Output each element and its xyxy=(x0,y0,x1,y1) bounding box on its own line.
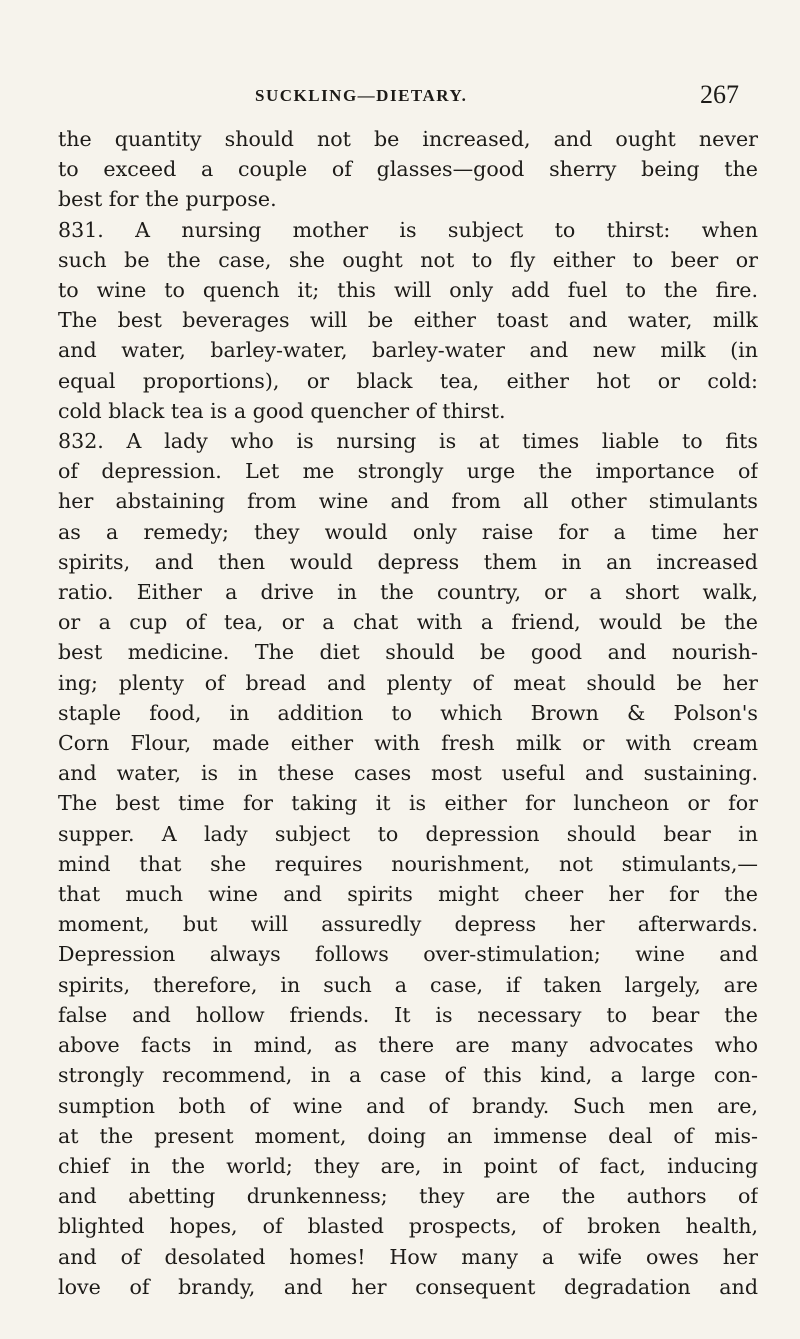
text-line: The best beverages will be either toast and water, milk xyxy=(58,308,758,333)
text-line: the quantity should not be increased, and ought never xyxy=(58,127,758,151)
text-line: spirits, therefore, in such a case, if taken largely, are xyxy=(58,972,758,997)
text-line: her abstaining from wine and from all other stimulants xyxy=(58,489,758,514)
text-line: chief in the world; they are, in point of fact, inducing xyxy=(58,1153,758,1178)
text-line: equal proportions), or black tea, either hot or cold: xyxy=(58,368,758,393)
text-line: The best time for taking it is either for luncheon or for xyxy=(58,791,758,816)
text-line: as a remedy; they would only raise for a time her xyxy=(58,519,758,544)
paragraph-831-start: 831. A nursing mother is subject to thirst: when xyxy=(58,217,758,242)
text-line: to exceed a couple of glasses—good sherry being the xyxy=(58,157,758,182)
text-line: and water, is in these cases most useful and sustaining. xyxy=(58,761,758,786)
text-line: above facts in mind, as there are many advocates who xyxy=(58,1033,758,1058)
running-head xyxy=(0,80,800,120)
text-line: Depression always follows over-stimulation; wine and xyxy=(58,942,758,967)
text-line: staple food, in addition to which Brown & Polson's xyxy=(58,700,758,725)
text-line: of depression. Let me strongly urge the importance of xyxy=(58,459,758,484)
text-line: and water, barley-water, barley-water and new milk (in xyxy=(58,338,758,363)
text-line: cold black tea is a good quencher of thirst. xyxy=(58,398,506,423)
text-line: to wine to quench it; this will only add fuel to the fire. xyxy=(58,278,758,303)
text-line: sumption both of wine and of brandy. Such men are, xyxy=(58,1093,758,1118)
text-line: ing; plenty of bread and plenty of meat should be her xyxy=(58,670,758,695)
body-text xyxy=(58,124,758,1302)
text-line: at the present moment, doing an immense deal of mis- xyxy=(58,1123,758,1148)
text-line: best medicine. The diet should be good and nourish- xyxy=(58,640,758,665)
text-line: or a cup of tea, or a chat with a friend, would be the xyxy=(58,610,758,635)
text-line: mind that she requires nourishment, not stimulants,— xyxy=(58,851,758,876)
text-line: supper. A lady subject to depression should bear in xyxy=(58,821,758,846)
text-line: moment, but will assuredly depress her afterwards. xyxy=(58,912,758,937)
running-title: SUCKLING—DIETARY. xyxy=(255,86,468,105)
text-line: and abetting drunkenness; they are the authors of xyxy=(58,1184,758,1209)
text-line: love of brandy, and her consequent degradation and xyxy=(58,1274,758,1299)
text-line: such be the case, she ought not to fly either to beer or xyxy=(58,247,758,272)
page-number: 267 xyxy=(700,80,739,109)
text-line: ratio. Either a drive in the country, or a short walk, xyxy=(58,580,758,605)
text-line: false and hollow friends. It is necessary to bear the xyxy=(58,1002,758,1027)
text-line: strongly recommend, in a case of this kind, a large con- xyxy=(58,1063,758,1088)
text-line: Corn Flour, made either with fresh milk or with cream xyxy=(58,731,758,756)
text-line: spirits, and then would depress them in an increased xyxy=(58,549,758,574)
text-line: best for the purpose. xyxy=(58,187,277,212)
text-line: and of desolated homes! How many a wife owes her xyxy=(58,1244,758,1269)
text-line: blighted hopes, of blasted prospects, of broken health, xyxy=(58,1214,758,1239)
text-line: that much wine and spirits might cheer her for the xyxy=(58,882,758,907)
paragraph-832-start: 832. A lady who is nursing is at times liable to fits xyxy=(58,429,758,454)
